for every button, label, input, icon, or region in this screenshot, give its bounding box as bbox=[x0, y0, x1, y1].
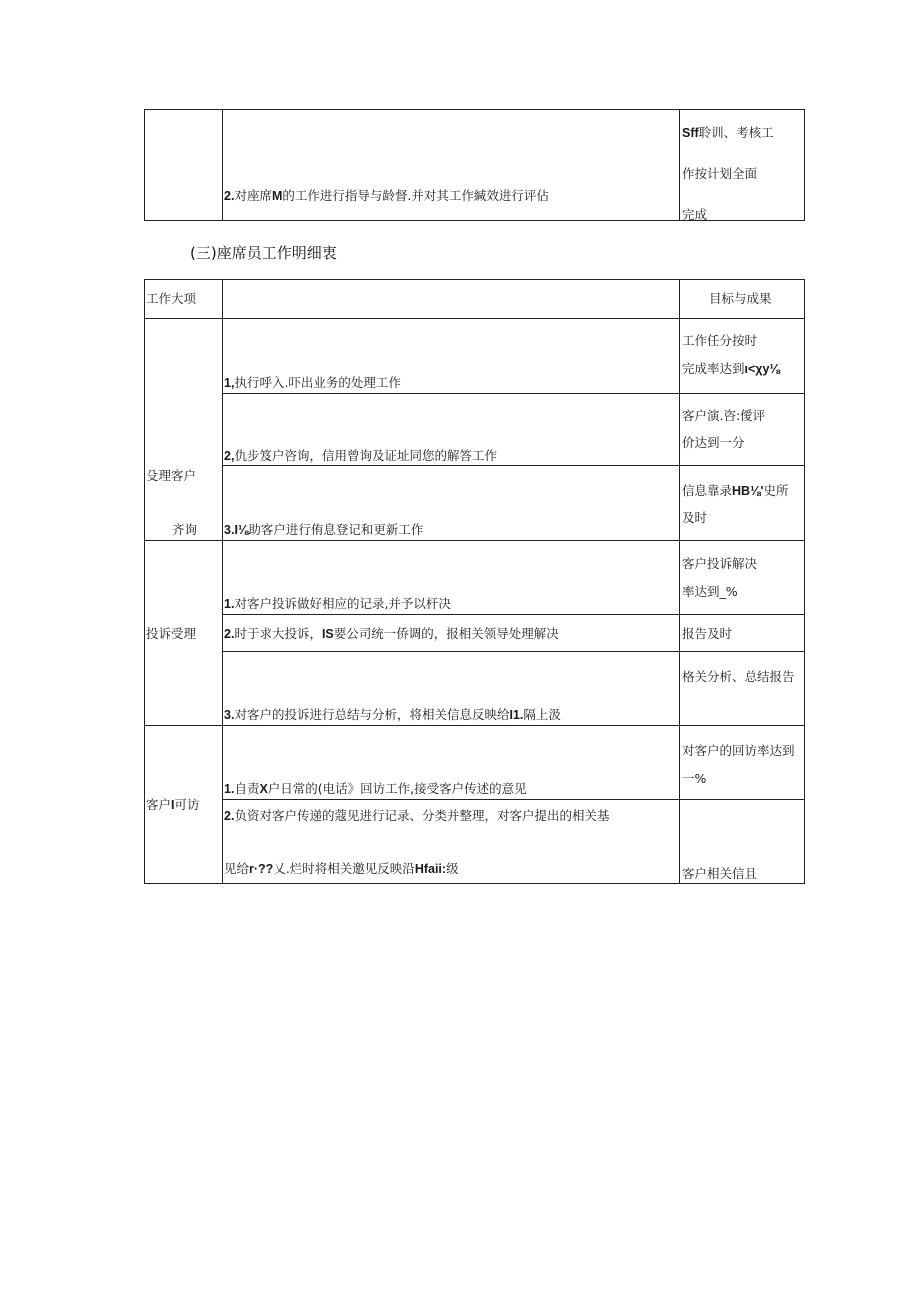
header-category: 工作大项 bbox=[146, 291, 197, 306]
group-1-row-3-task: 3.I⅛助客户进行侑息登记和更新工作 bbox=[224, 522, 424, 537]
group-3-row-1-result-line-1: 对客户的回访率达到 bbox=[682, 743, 795, 758]
header-target: 目标与成果 bbox=[709, 291, 772, 306]
group-3-category: 客户I可访 bbox=[146, 797, 200, 812]
group-3-row-2-task-line-2: 见给r·??乂.烂时将相关邀见反映沿Hfaii:级 bbox=[224, 861, 459, 876]
group-1-row-2-result-line-1: 客户演.咨:僾评 bbox=[682, 408, 766, 423]
group-1-category-line-1: 殳理客户 bbox=[146, 468, 197, 483]
group-2-row-1-result-line-1: 客户投诉解决 bbox=[682, 556, 758, 571]
top-table-result-line-2: 作按计划全面 bbox=[682, 166, 758, 181]
group-3-row-2-result-line-1: 客户相关信且 bbox=[682, 866, 758, 881]
group-3-row-2-task-line-1: 2.负资对客户传递的蔻见进行记录、分类并整理，对客户提出的相关基 bbox=[224, 808, 610, 823]
group-2-row-2-result-line-1: 报告及时 bbox=[682, 626, 733, 641]
group-2-row-3-result-line-1: 格关分析、总结报告 bbox=[682, 669, 795, 684]
group-1-row-2-result-line-2: 价达到一分 bbox=[682, 435, 745, 450]
top-table-task-text: 2.对座席M的工作进行指导与龄督.并对其工作緘效进行评佔 bbox=[224, 188, 549, 203]
group-1-row-1-result-line-1: 工作任分按时 bbox=[682, 333, 758, 348]
group-2-row-1-result-line-2: 率达到_% bbox=[682, 584, 738, 599]
group-2-category: 投诉受理 bbox=[146, 626, 197, 641]
group-1-row-2-task: 2,仇步笈户咨询，信用曾询及证址同您的解答工作 bbox=[224, 448, 497, 463]
group-1-row-3-result-line-1: 信息靠录HB⅛'史所 bbox=[682, 483, 789, 498]
top-table-result-line-1: Sff聆训、考核工 bbox=[682, 125, 774, 140]
group-1-row-3-result-line-2: 及时 bbox=[682, 510, 708, 525]
group-1-category-line-2: 齐询 bbox=[172, 522, 198, 537]
group-2-row-2-task: 2.时于求大投诉，IS要公司统一侨调的，报相关领导处理解决 bbox=[224, 626, 559, 641]
group-3-row-1-task: 1.自责X户日常的(电话》回访工作,接受客户传述的意见 bbox=[224, 781, 527, 796]
group-3-row-1-result-line-2: 一% bbox=[682, 771, 707, 786]
group-1-row-1-task: 1,执行呼入.吓出业务的处理工作 bbox=[224, 375, 401, 390]
group-2-row-3-task: 3.对客户的投诉进行总结与分析，将相关信息反映给I1.隔上汲 bbox=[224, 707, 561, 722]
section-heading: (三)座席员工作明细衷 bbox=[190, 244, 337, 262]
group-2-row-1-task: 1.对客户投诉做好相应的记录,并予以杆决 bbox=[224, 596, 451, 611]
top-table-result-line-3: 完成 bbox=[682, 207, 708, 222]
group-1-row-1-result-line-2: 完成率达到ι<χy⅛ bbox=[682, 361, 780, 376]
